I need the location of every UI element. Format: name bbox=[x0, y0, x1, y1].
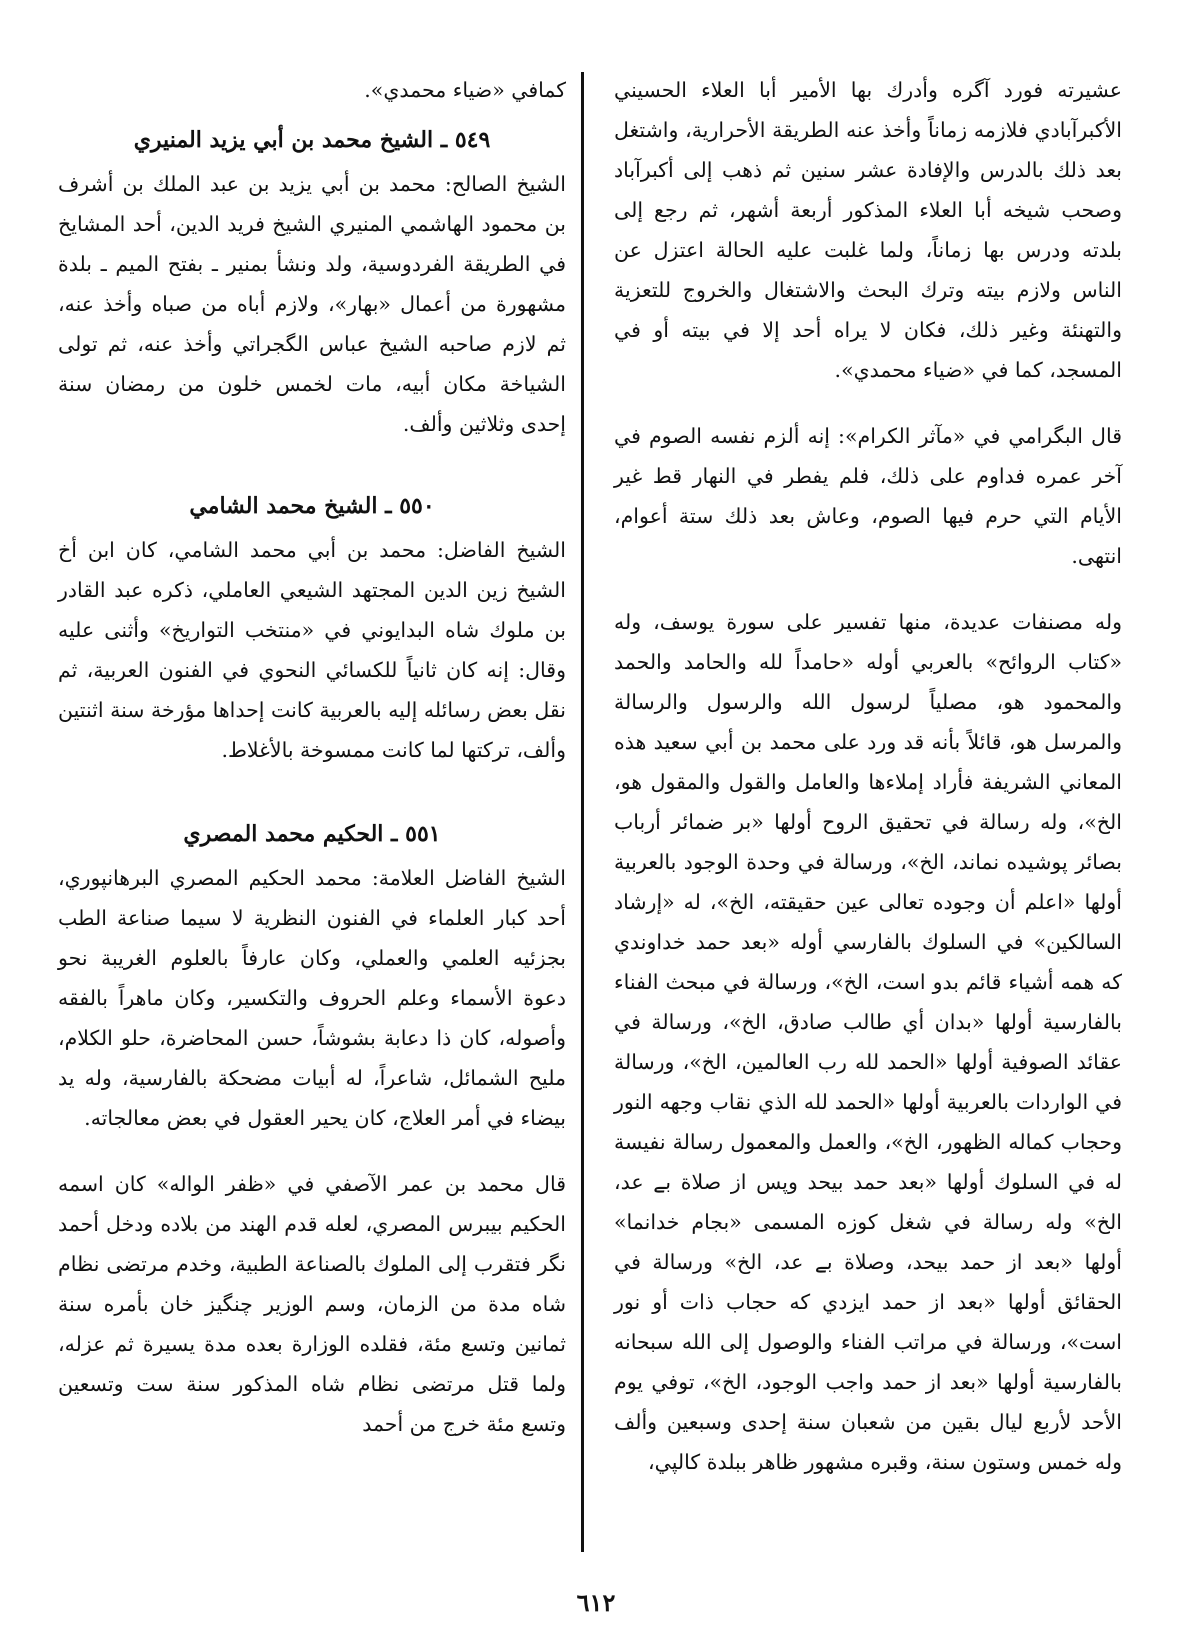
entry-551-text: الشيخ الفاضل العلامة: محمد الحكيم المصري البرهانپوري، أحد كبار العلماء في الفنون النظرية لا سيما صناعة الطب بجزئيه العلمي والعملي، وكان عارفاً بالعلوم الغريبة نحو دعوة الأسماء وعلم الحروف والتكسير، وكان ماهراً بالفقه وأصوله، كان ذا دعابة بشوشاً، حسن المحاضرة، حلو الكلام، مليح الشمائل، شاعراً، له أبيات مضحكة بالفارسية، وله يد بيضاء في أمر العلاج، كان يحير العقول في بعض معالجاته. bbox=[58, 866, 566, 1130]
column-divider bbox=[581, 72, 584, 1552]
paragraph-bigrami-quote: قال البگرامي في «مآثر الكرام»: إنه ألزم نفسه الصوم في آخر عمره فداوم على ذلك، فلم يفطر في النهار قط غير الأيام التي حرم فيها الصوم، وعاش بعد ذلك ستة أعوام، انتهى. bbox=[614, 424, 1122, 568]
right-column bbox=[614, 70, 1122, 1482]
entry-heading-549: ٥٤٩ ـ الشيخ محمد بن أبي يزيد المنيري bbox=[133, 127, 491, 153]
paragraph-intro: كمافي «ضياء محمدي». bbox=[364, 78, 566, 102]
left-column bbox=[58, 70, 566, 1444]
entry-550-text: الشيخ الفاضل: محمد بن أبي محمد الشامي، كان ابن أخ الشيخ زين الدين المجتهد الشيعي العاملي، ذكره عبد القادر بن ملوك شاه البدايوني في «منتخب التواريخ» وأثنى عليه وقال: إنه كان ثانياً للكسائي النحوي في الفنون العربية، ثم نقل بعض رسائله إليه بالعربية كانت إحداها مؤرخة سنة اثنتين وألف، تركتها لما كانت ممسوخة بالأغلاط. bbox=[58, 538, 566, 762]
entry-heading-550: ٥٥٠ ـ الشيخ محمد الشامي bbox=[189, 493, 435, 519]
paragraph-continued: عشيرته فورد آگره وأدرك بها الأمير أبا العلاء الحسيني الأكبرآبادي فلازمه زماناً وأخذ عنه الطريقة الأحرارية، واشتغل بعد ذلك بالدرس والإفادة عشر سنين ثم ذهب إلى أكبرآباد وصحب شيخه أبا العلاء المذكور أربعة أشهر، ثم رجع إلى بلدته ودرس بها زماناً، ولما غلبت عليه الحالة اعتزل عن الناس ولازم بيته وترك البحث والاشتغال والخروج للتعزية والتهنئة وغير ذلك، فكان لا يراه أحد إلا في بيته أو في المسجد، كما في «ضياء محمدي». bbox=[614, 78, 1122, 382]
paragraph-works-list: وله مصنفات عديدة، منها تفسير على سورة يوسف، وله «كتاب الروائح» بالعربي أوله «حامداً لله والحامد والحمد والمحمود هو، مصلياً لرسول الله والرسول والرسالة والمرسل هو، قائلاً بأنه قد ورد على محمد بن أبي سعيد هذه المعاني الشريفة فأراد إملاءها والعامل والقول والمقول هو، الخ»، وله رسالة في تحقيق الروح أولها «بر ضمائر أرباب بصائر پوشيده نماند، الخ»، ورسالة في وحدة الوجود بالعربية أولها «اعلم أن وجوده تعالى عين حقيقته، الخ»، له «إرشاد السالكين» في السلوك بالفارسي أوله «بعد حمد خداوندي كه همه أشياء قائم بدو است، الخ»، ورسالة في مبحث الفناء بالفارسية أولها «بدان أي طالب صادق، الخ»، ورسالة في عقائد الصوفية أولها «الحمد لله رب العالمين، الخ»، ورسالة في الواردات بالعربية أولها «الحمد لله الذي نقاب وجهه النور وحجاب كماله الظهور، الخ»، والعمل والمعمول رسالة نفيسة له في السلوك أولها «بعد حمد بيحد وپس از صلاة بے عد، الخ» وله رسالة في شغل كوزه المسمى «بجام خدانما» أولها «بعد از حمد بيحد، وصلاة بے عد، الخ» ورسالة في الحقائق أولها «بعد از حمد ايزدي كه حجاب ذات أو نور است»، ورسالة في مراتب الفناء والوصول إلى الله سبحانه بالفارسية أولها «بعد از حمد واجب الوجود، الخ»، توفي يوم الأحد لأربع ليال بقين من شعبان سنة إحدى وسبعين وألف وله خمس وستون سنة، وقبره مشهور ظاهر ببلدة كالپي، bbox=[614, 610, 1122, 1474]
entry-551-text-2: قال محمد بن عمر الآصفي في «ظفر الواله» كان اسمه الحكيم بيبرس المصري، لعله قدم الهند من بلاده ودخل أحمد نگر فتقرب إلى الملوك بالصناعة الطبية، وخدم مرتضى نظام شاه مدة من الزمان، وسم الوزير چنگيز خان بأمره سنة ثمانين وتسع مئة، فقلده الوزارة بعده مدة يسيرة ثم عزله، ولما قتل مرتضى نظام شاه المذكور سنة ست وتسعين وتسع مئة خرج من أحمد bbox=[58, 1172, 566, 1436]
entry-549-text: الشيخ الصالح: محمد بن أبي يزيد بن عبد الملك بن أشرف بن محمود الهاشمي المنيري الشيخ فريد الدين، أحد المشايخ في الطريقة الفردوسية، ولد ونشأ بمنير ـ بفتح الميم ـ بلدة مشهورة من أعمال «بهار»، ولازم أباه من صباه وأخذ عنه، ثم لازم صاحبه الشيخ عباس الگجراتي وأخذ عنه، ثم تولى الشياخة مكان أبيه، مات لخمس خلون من رمضان سنة إحدى وثلاثين وألف. bbox=[58, 172, 566, 436]
page-number: ٦١٢ bbox=[576, 1588, 616, 1617]
entry-heading-551: ٥٥١ ـ الحكيم محمد المصري bbox=[183, 821, 441, 847]
